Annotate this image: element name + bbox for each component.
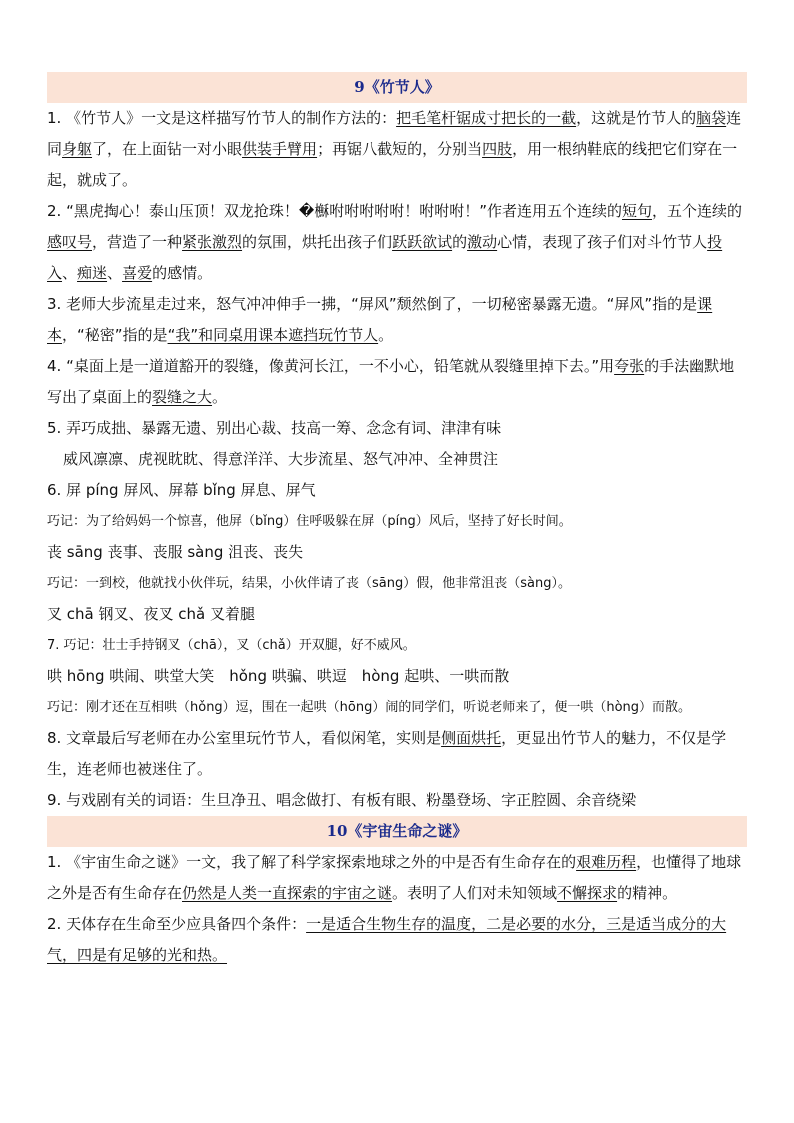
text-segment: 、: [62, 264, 78, 282]
text-segment: 。表明了人们对未知领域: [392, 884, 558, 902]
text-segment: 1. 《宇宙生命之谜》一文，我了解了科学家探索地球之外的中是否有生命存在的: [47, 853, 577, 871]
section-body-yuzhou: [47, 847, 747, 971]
text-segment: 了，在上面钻一对小眼: [92, 140, 243, 158]
paragraph: [47, 568, 747, 599]
text-segment: ，营造了一种: [92, 233, 183, 251]
text-segment: 5. 弄巧成拙、暴露无遗、别出心裁、技高一筹、念念有词、津津有味: [47, 419, 502, 437]
text-segment: 巧记：为了给妈妈一个惊喜，他屏（bǐng）住呼吸躲在屏（píng）风后，坚持了好长时间。: [47, 514, 572, 529]
underlined-text: 一是适合生物生存的温度，二是必要的水分，三是适当成分的大气，四是有足够的光和热。: [47, 915, 727, 964]
document-page: [47, 72, 747, 971]
text-segment: 3. 老师大步流星走过来，怒气冲冲伸手一拂，“屏风”颓然倒了，一切秘密暴露无遗。“屏风”指的是: [47, 295, 698, 313]
underlined-text: 裂缝之大: [152, 388, 213, 406]
text-segment: ，更显出竹节人的魅力，不仅是学生，连老师也被迷住了。: [47, 729, 727, 778]
text-segment: 2. “黑虎掏心！泰山压顶！双龙抢珠！�櫯咐咐咐咐咐！咐咐咐！”作者连用五个连续的: [47, 202, 623, 220]
underlined-text: 喜爱: [122, 264, 153, 282]
underlined-text: 把毛笔杆锯成寸把长的一截: [396, 109, 577, 127]
text-segment: 心情，表现了孩子们对斗竹节人: [497, 233, 708, 251]
paragraph: [47, 103, 747, 196]
paragraph: [47, 692, 747, 723]
underlined-text: 仍然是人类一直探索的宇宙之谜: [182, 884, 393, 902]
text-segment: 。: [212, 388, 228, 406]
underlined-text: 四肢: [482, 140, 513, 158]
text-segment: 4. “桌面上是一道道豁开的裂缝，像黄河长江，一不小心，铅笔就从裂缝里掉下去。”用: [47, 357, 615, 375]
underlined-text: 侧面烘托: [441, 729, 502, 747]
text-segment: 巧记：刚才还在互相哄（hǒng）逗，围在一起哄（hōng）闹的同学们，听说老师来了，便一哄（hòng）而散。: [47, 700, 692, 715]
text-segment: 的: [452, 233, 468, 251]
text-segment: ，也懂得了地球之外是否有生命存在: [47, 853, 742, 902]
text-segment: 威风凛凛、虎视眈眈、得意洋洋、大步流星、怒气冲冲、全神贯注: [63, 450, 499, 468]
text-segment: 丧 sāng 丧事、丧服 sàng 沮丧、丧失: [47, 543, 304, 561]
paragraph: [47, 847, 747, 909]
text-segment: ，用一根纳鞋底的线把它们穿在一起，就成了。: [47, 140, 738, 189]
paragraph: [47, 661, 747, 692]
paragraph: [47, 785, 747, 816]
underlined-text: 短句: [622, 202, 653, 220]
underlined-text: 投入: [47, 233, 723, 282]
text-segment: 9. 与戏剧有关的词语：生旦净丑、唱念做打、有板有眼、粉墨登场、字正腔圆、余音绕梁: [47, 791, 637, 809]
text-segment: 。: [378, 326, 394, 344]
text-segment: 哄 hōng 哄闹、哄堂大笑 hǒng 哄骗、哄逗 hòng 起哄、一哄而散: [47, 667, 510, 685]
text-segment: 7. 巧记：壮士手持钢叉（chā），叉（chǎ）开双腿，好不威风。: [47, 638, 416, 653]
underlined-text: 紧张激烈: [182, 233, 243, 251]
text-segment: 的手法幽默地写出了桌面上的: [47, 357, 735, 406]
paragraph: [47, 413, 747, 444]
paragraph: [47, 630, 747, 661]
section-title-yuzhou: 10《宇宙生命之谜》: [47, 816, 747, 847]
text-segment: ，这就是竹节人的: [576, 109, 697, 127]
paragraph: [47, 723, 747, 785]
text-segment: 巧记：一到校，他就找小伙伴玩，结果，小伙伴请了丧（sāng）假，他非常沮丧（sàng）。: [47, 576, 571, 591]
underlined-text: 脑袋: [696, 109, 727, 127]
underlined-text: 跃跃欲试: [392, 233, 453, 251]
text-segment: 1. 《竹节人》一文是这样描写竹节人的制作方法的：: [47, 109, 397, 127]
section-title-zhujieren: 9《竹节人》: [47, 72, 747, 103]
paragraph: [47, 196, 747, 289]
underlined-text: 供装手臂用: [242, 140, 318, 158]
paragraph: [47, 444, 747, 475]
text-segment: ，“秘密”指的是: [62, 326, 168, 344]
text-segment: 叉 chā 钢叉、夜叉 chǎ 叉着腿: [47, 605, 255, 623]
paragraph: [47, 909, 747, 971]
underlined-text: 身躯: [62, 140, 93, 158]
underlined-text: 夸张: [614, 357, 645, 375]
underlined-text: 艰难历程: [576, 853, 637, 871]
paragraph: [47, 289, 747, 351]
paragraph: [47, 599, 747, 630]
text-segment: 的精神。: [617, 884, 678, 902]
paragraph: [47, 475, 747, 506]
text-segment: ；再锯八截短的，分别当: [317, 140, 483, 158]
underlined-text: 课本: [47, 295, 713, 344]
underlined-text: 激动: [467, 233, 498, 251]
text-segment: 6. 屏 píng 屏风、屏幕 bǐng 屏息、屏气: [47, 481, 316, 499]
text-segment: 、: [107, 264, 123, 282]
section-body-zhujieren: [47, 103, 747, 816]
underlined-text: “我”和同桌用课本遮挡玩竹节人: [167, 326, 379, 344]
underlined-text: 痴迷: [77, 264, 108, 282]
text-segment: 的氛围，烘托出孩子们: [242, 233, 393, 251]
underlined-text: 感叹号: [47, 233, 93, 251]
text-segment: 的感情。: [152, 264, 213, 282]
underlined-text: 不懈探求: [557, 884, 618, 902]
text-segment: 2. 天体存在生命至少应具备四个条件：: [47, 915, 307, 933]
paragraph: [47, 537, 747, 568]
text-segment: 8. 文章最后写老师在办公室里玩竹节人，看似闲笔，实则是: [47, 729, 442, 747]
text-segment: 连同: [47, 109, 742, 158]
paragraph: [47, 351, 747, 413]
text-segment: ，五个连续的: [652, 202, 743, 220]
paragraph: [47, 506, 747, 537]
